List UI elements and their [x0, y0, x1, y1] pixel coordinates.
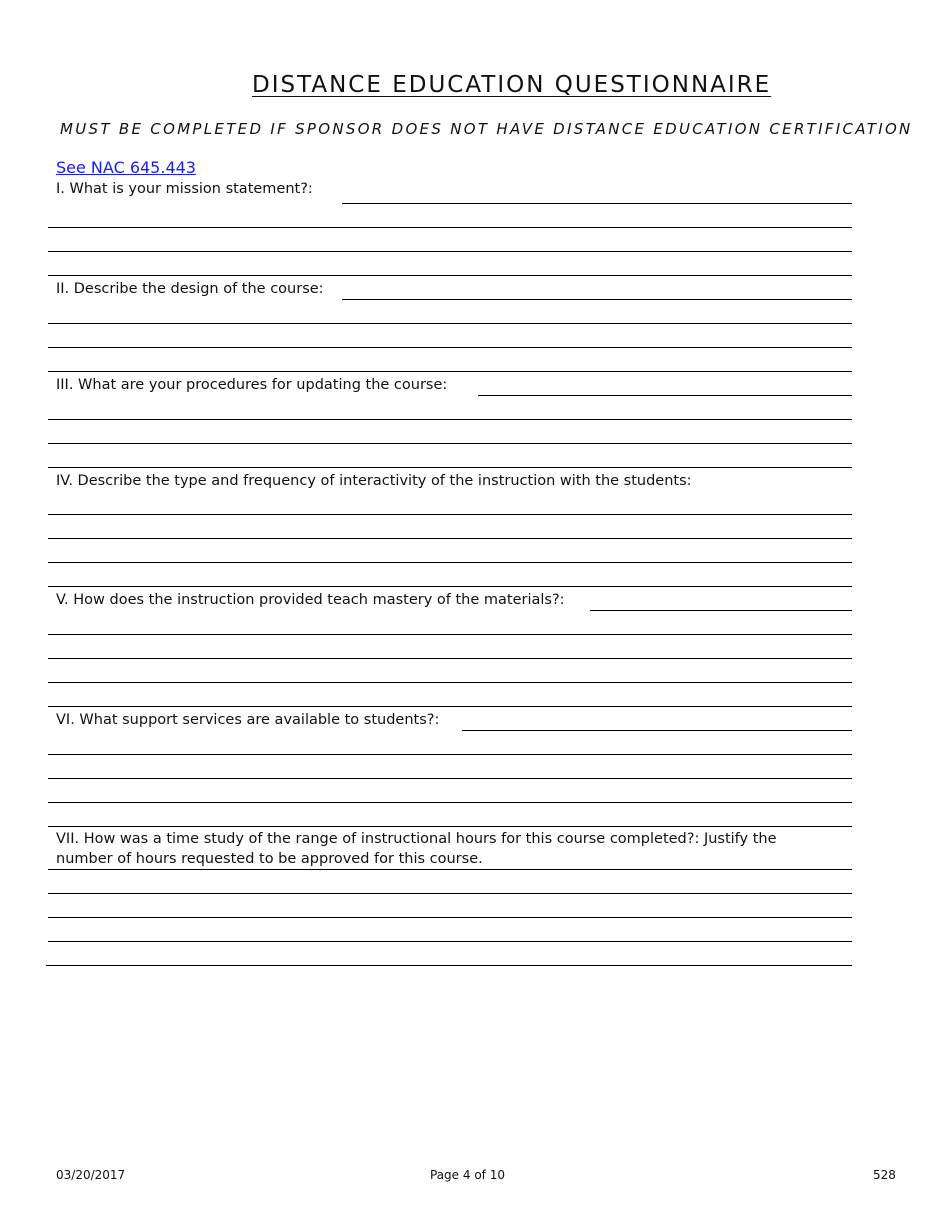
answer-line[interactable]: [48, 941, 852, 942]
answer-line[interactable]: [48, 586, 852, 587]
answer-line[interactable]: [46, 965, 852, 966]
answer-line[interactable]: [48, 802, 852, 803]
question-5-answer-field[interactable]: [590, 592, 852, 611]
answer-line[interactable]: [48, 917, 852, 918]
answer-line[interactable]: [48, 869, 852, 870]
answer-line[interactable]: [48, 893, 852, 894]
question-5-label: V. How does the instruction provided teach mastery of the materials?:: [56, 592, 565, 608]
question-3-label: III. What are your procedures for updating the course:: [56, 377, 448, 393]
question-4-label: IV. Describe the type and frequency of interactivity of the instruction with the students:: [56, 473, 692, 489]
answer-line[interactable]: [48, 347, 852, 348]
answer-line[interactable]: [48, 658, 852, 659]
question-2-label: II. Describe the design of the course:: [56, 281, 324, 297]
page-subtitle: MUST BE COMPLETED IF SPONSOR DOES NOT HAVE DISTANCE EDUCATION CERTIFICATION: [60, 120, 913, 138]
answer-line[interactable]: [48, 227, 852, 228]
answer-line[interactable]: [48, 826, 852, 827]
question-1-answer-field[interactable]: [342, 185, 852, 204]
answer-line[interactable]: [48, 514, 852, 515]
question-6-label: VI. What support services are available to students?:: [56, 712, 440, 728]
footer-page-number: Page 4 of 10: [430, 1168, 505, 1182]
answer-line[interactable]: [48, 706, 852, 707]
question-1-label: I. What is your mission statement?:: [56, 181, 313, 197]
footer-date: 03/20/2017: [56, 1168, 126, 1182]
answer-line[interactable]: [48, 634, 852, 635]
question-7-label: VII. How was a time study of the range of instructional hours for this course completed?: Justify the number of hours requested to be approved for this course.: [56, 831, 777, 867]
question-2-answer-field[interactable]: [342, 281, 852, 300]
nac-reference-link[interactable]: See NAC 645.443: [56, 158, 196, 177]
answer-line[interactable]: [48, 371, 852, 372]
answer-line[interactable]: [48, 275, 852, 276]
answer-line[interactable]: [48, 754, 852, 755]
footer-form-number: 528: [873, 1168, 896, 1182]
question-6-answer-field[interactable]: [462, 712, 852, 731]
answer-line[interactable]: [48, 778, 852, 779]
answer-line[interactable]: [48, 323, 852, 324]
answer-line[interactable]: [48, 251, 852, 252]
page-title: DISTANCE EDUCATION QUESTIONNAIRE: [252, 72, 772, 98]
question-3-answer-field[interactable]: [478, 377, 852, 396]
answer-line[interactable]: [48, 419, 852, 420]
answer-line[interactable]: [48, 443, 852, 444]
answer-line[interactable]: [48, 467, 852, 468]
answer-line[interactable]: [48, 682, 852, 683]
answer-line[interactable]: [48, 538, 852, 539]
answer-line[interactable]: [48, 562, 852, 563]
